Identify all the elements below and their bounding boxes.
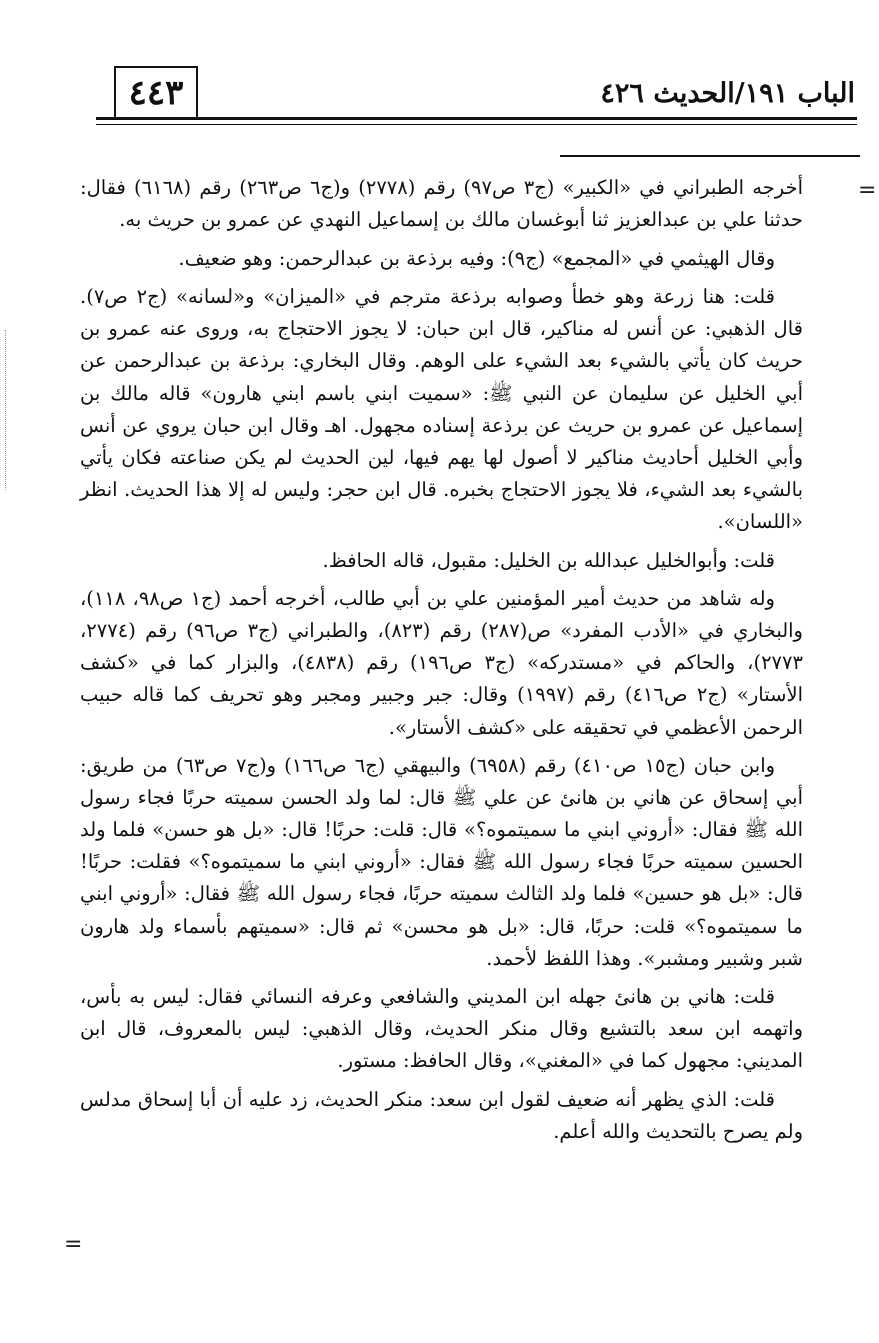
- paragraph: أخرجه الطبراني في «الكبير» (ج٣ ص٩٧) رقم (٢٧٧٨) و(ج٦ ص٢٦٣) رقم (٦١٦٨) فقال: حدثنا علي بن عبدالعزيز ثنا أبوغسان مالك بن إسماعيل النهدي عن عمرو بن حريث به.: [80, 176, 803, 232]
- running-header-title: الباب ١٩١/الحديث ٤٢٦: [600, 78, 855, 109]
- page-number: ٤٤٣: [128, 73, 184, 113]
- section-rule: [560, 155, 860, 157]
- margin-continuation-mark-top: =: [858, 178, 877, 203]
- header-rule-thick: [96, 117, 857, 120]
- paragraph: قلت: هاني بن هانئ جهله ابن المديني والشافعي وعرفه النسائي فقال: ليس به بأس، واتهمه ابن سعد بالتشيع وقال منكر الحديث، وقال الذهبي: ليس بالمعروف، قال ابن المديني: مجهول كما في «المغني»، وقال الحافظ: مستور.: [80, 985, 803, 1073]
- paragraph: وقال الهيثمي في «المجمع» (ج٩): وفيه برذعة بن عبدالرحمن: وهو ضعيف.: [178, 246, 775, 270]
- page-number-box: [114, 66, 198, 118]
- scan-dotted-edge: [5, 330, 8, 490]
- margin-continuation-mark-bottom: =: [64, 1232, 83, 1257]
- paragraph: وله شاهد من حديث أمير المؤمنين علي بن أبي طالب، أخرجه أحمد (ج١ ص٩٨، ١١٨)، والبخاري في «الأدب المفرد» ص(٢٨٧) رقم (٨٢٣)، والطبراني (ج٣ ص٩٦) رقم (٢٧٧٤، ٢٧٧٣)، والحاكم في «مستدركه» (ج٣ ص١٩٦) رقم (٤٨٣٨)، والبزار كما في «كشف الأستار» (ج٢ ص٤١٦) رقم (١٩٩٧) وقال: جبر وجبير ومجبر وهو تحريف كما قاله حبيب الرحمن الأعظمي في تحقيقه على «كشف الأستار».: [80, 587, 803, 739]
- body-text: [80, 172, 803, 1155]
- paragraph: وابن حبان (ج١٥ ص٤١٠) رقم (٦٩٥٨) والبيهقي (ج٦ ص١٦٦) و(ج٧ ص٦٣) من طريق: أبي إسحاق عن هاني بن هانئ عن علي ﷺ قال: لما ولد الحسن سميته حربًا فجاء رسول الله ﷺ فقال: «أروني ابني ما سميتموه؟» قال: قلت: حربًا! قال: «بل هو حسن» فلما ولد الحسين سميته حربًا فجاء رسول الله ﷺ فقال: «أروني ابني ما سميتموه؟» فقلت: حربًا! قال: «بل هو حسين» فلما ولد الثالث سميته حربًا، فجاء رسول الله ﷺ فقال: «أروني ابني ما سميتموه؟» قلت: حربًا، قال: «بل هو محسن» ثم قال: «سميتهم بأسماء ولد هارون شبر وشبير ومشبر». وهذا اللفظ لأحمد.: [80, 754, 803, 970]
- header-rule-thin: [96, 124, 857, 125]
- paragraph: قلت: هنا زرعة وهو خطأ وصوابه برذعة مترجم في «الميزان» و«لسانه» (ج٢ ص٧). قال الذهبي: عن أنس له مناكير، قال ابن حبان: لا يجوز الاحتجاج به، وروى عنه عمرو بن حريث كان يأتي بالشيء بعد الشيء على الوهم. وقال البخاري: برذعة بن عبدالرحمن عن أبي الخليل عن سليمان عن النبي ﷺ: «سميت ابني باسم ابني هارون» قاله مالك بن إسماعيل عن عمرو بن حريث عن برذعة إسناده مجهول. اهـ وقال ابن حبان يروي عن أنس وأبي الخليل أحاديث مناكير لا أصول لها يهم فيها، لين الحديث لم يكن صناعته فكان يأتي بالشيء بعد الشيء، فلا يجوز الاحتجاج بخبره. قال ابن حجر: وليس له إلا هذا الحديث. انظر «اللسان».: [80, 285, 803, 533]
- paragraph: قلت: الذي يظهر أنه ضعيف لقول ابن سعد: منكر الحديث، زد عليه أن أبا إسحاق مدلس ولم يصرح بالتحديث والله أعلم.: [80, 1088, 803, 1144]
- paragraph: قلت: وأبوالخليل عبدالله بن الخليل: مقبول، قاله الحافظ.: [322, 548, 775, 572]
